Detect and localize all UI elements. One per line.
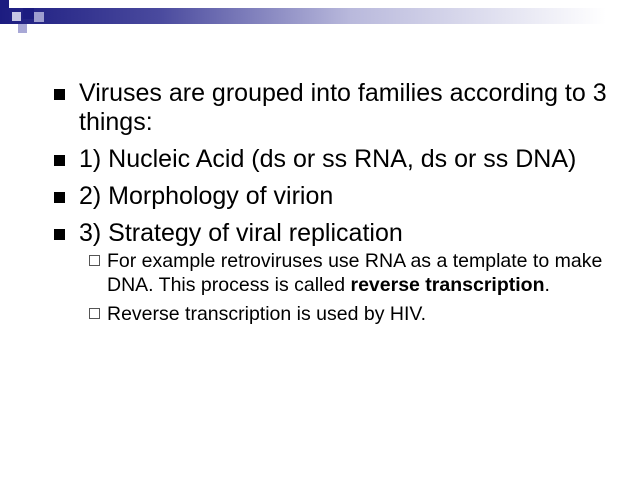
sub-bullet-item <box>79 302 612 326</box>
sub-bullet-list <box>79 249 612 326</box>
bullet-text: 3) Strategy of viral replication <box>79 219 403 247</box>
header-square-decoration <box>9 0 17 8</box>
bullet-list <box>52 79 612 326</box>
square-bullet-icon <box>54 89 65 100</box>
bullet-item <box>52 182 612 211</box>
sub-bullet-text: Reverse transcription is used by HIV. <box>107 303 427 325</box>
bullet-item <box>52 79 612 137</box>
square-bullet-icon <box>54 192 65 203</box>
header-square-decoration <box>0 0 9 8</box>
bold-term: reverse transcription <box>350 274 545 296</box>
bullet-text: 2) Morphology of virion <box>79 182 334 210</box>
sub-bullet-text: For example retroviruses use RNA as a template to make DNA. This process is called <box>107 250 603 296</box>
header-square-decoration <box>34 12 44 22</box>
square-bullet-icon <box>54 155 65 166</box>
bullet-item <box>52 219 612 326</box>
bullet-text: Viruses are grouped into families according to 3 things: <box>79 79 607 136</box>
hollow-square-bullet-icon <box>89 308 100 319</box>
bullet-item <box>52 145 612 174</box>
square-bullet-icon <box>54 229 65 240</box>
hollow-square-bullet-icon <box>89 255 100 266</box>
sub-bullet-item <box>79 249 612 297</box>
header-square-decoration <box>12 12 21 21</box>
header-square-decoration <box>18 24 27 33</box>
header-gradient-bar <box>0 8 638 24</box>
bullet-text: 1) Nucleic Acid (ds or ss RNA, ds or ss DNA) <box>79 145 577 173</box>
slide-body <box>52 79 612 334</box>
header-square-decoration <box>23 8 34 19</box>
sub-bullet-text-end: . <box>544 274 550 296</box>
